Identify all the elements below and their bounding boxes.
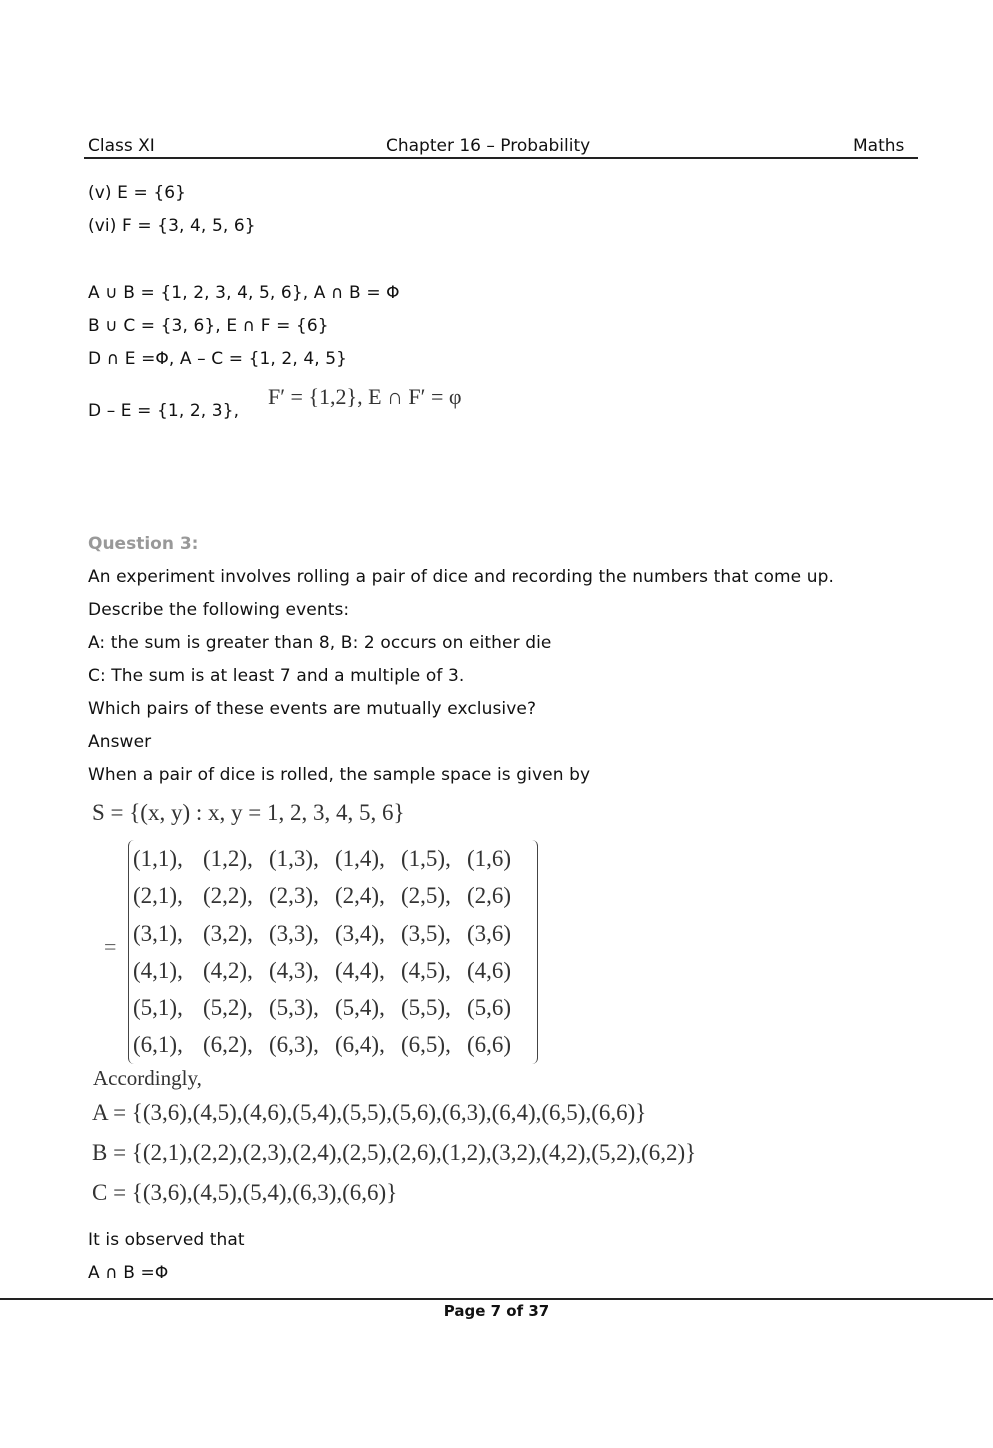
matrix-row (133, 840, 533, 877)
matrix-cell: (4,6) (467, 957, 512, 983)
accordingly-label: Accordingly, (93, 1066, 202, 1090)
question-text: Describe the following events: (88, 600, 350, 620)
matrix-cell: (1,4), (335, 846, 385, 871)
matrix-cell: (5,3), (269, 995, 319, 1021)
header-divider (84, 157, 918, 159)
matrix-cell: (3,3), (269, 920, 319, 946)
matrix-cell: (1,3), (269, 846, 319, 871)
matrix-cell: (2,3), (269, 883, 319, 909)
matrix-cell: (6,6) (467, 1032, 512, 1058)
question-text: C: The sum is at least 7 and a multiple of 3. (88, 666, 465, 686)
matrix-cell: (4,3), (269, 957, 319, 983)
matrix-cell: (6,5), (401, 1032, 451, 1058)
matrix-cell: (3,5), (401, 920, 451, 946)
result-line: D ∩ E =Φ, A – C = {1, 2, 4, 5} (88, 349, 348, 369)
matrix-row (133, 1026, 533, 1063)
item-vi: (vi) F = {3, 4, 5, 6} (88, 216, 256, 236)
matrix-cell: (2,4), (335, 883, 385, 909)
result-line: A ∪ B = {1, 2, 3, 4, 5, 6}, A ∩ B = Φ (88, 283, 400, 303)
question-text: Which pairs of these events are mutually exclusive? (88, 699, 537, 719)
matrix-cell: (3,1), (133, 920, 183, 946)
footer-divider (0, 1298, 993, 1300)
observation-text: It is observed that (88, 1230, 245, 1250)
matrix-cell: (1,1), (133, 846, 183, 871)
question-heading: Question 3: (88, 534, 199, 554)
matrix-cell: (5,5), (401, 995, 451, 1021)
matrix-cell: (1,2), (203, 846, 253, 871)
answer-intro: When a pair of dice is rolled, the sample space is given by (88, 765, 591, 785)
matrix-cell: (5,6) (467, 995, 512, 1021)
sample-space-definition: S = {(x, y) : x, y = 1, 2, 3, 4, 5, 6} (92, 800, 405, 825)
matrix-cell: (6,3), (269, 1032, 319, 1058)
question-text: A: the sum is greater than 8, B: 2 occurs on either die (88, 633, 552, 653)
matrix-cell: (5,2), (203, 995, 253, 1021)
matrix-cell: (2,6) (467, 883, 512, 909)
matrix-cell: (4,4), (335, 957, 385, 983)
matrix-row (133, 952, 533, 989)
answer-label: Answer (88, 732, 152, 752)
result-line: D – E = {1, 2, 3}, (88, 401, 240, 421)
matrix-cell: (4,2), (203, 957, 253, 983)
matrix-cell: (6,1), (133, 1032, 183, 1058)
matrix-cell: (5,4), (335, 995, 385, 1021)
header-subject: Maths (853, 136, 905, 156)
set-a: A = {(3,6),(4,5),(4,6),(5,4),(5,5),(5,6),(6,3),(6,4),(6,5),(6,6)} (92, 1100, 647, 1125)
matrix-cell: (5,1), (133, 995, 183, 1021)
matrix-cell: (4,5), (401, 957, 451, 983)
matrix-cell: (3,4), (335, 920, 385, 946)
matrix-cell: (1,5), (401, 846, 451, 871)
set-b: B = {(2,1),(2,2),(2,3),(2,4),(2,5),(2,6),(1,2),(3,2),(4,2),(5,2),(6,2)} (92, 1140, 697, 1165)
sample-space-matrix (128, 840, 538, 1064)
matrix-cell: (3,6) (467, 920, 512, 946)
matrix-cell: (6,4), (335, 1032, 385, 1058)
matrix-row (133, 915, 533, 952)
equals-sign: = (104, 934, 117, 959)
matrix-row (133, 989, 533, 1026)
matrix-cell: (6,2), (203, 1032, 253, 1058)
header-chapter: Chapter 16 – Probability (386, 136, 591, 156)
conclusion-line: A ∩ B =Φ (88, 1263, 169, 1283)
matrix-cell: (4,1), (133, 957, 183, 983)
result-line: B ∪ C = {3, 6}, E ∩ F = {6} (88, 316, 329, 336)
header-class: Class XI (88, 136, 155, 156)
matrix-row (133, 877, 533, 914)
item-v: (v) E = {6} (88, 183, 187, 203)
matrix-cell: (2,2), (203, 883, 253, 909)
matrix-cell: (1,6) (467, 846, 512, 871)
question-text: An experiment involves rolling a pair of dice and recording the numbers that come up. (88, 567, 834, 587)
page-number: Page 7 of 37 (443, 1302, 550, 1320)
set-c: C = {(3,6),(4,5),(5,4),(6,3),(6,6)} (92, 1180, 398, 1205)
matrix-cell: (2,5), (401, 883, 451, 909)
complement-formula: F′ = {1,2}, E ∩ F′ = φ (268, 384, 462, 409)
matrix-cell: (3,2), (203, 920, 253, 946)
matrix-cell: (2,1), (133, 883, 183, 909)
